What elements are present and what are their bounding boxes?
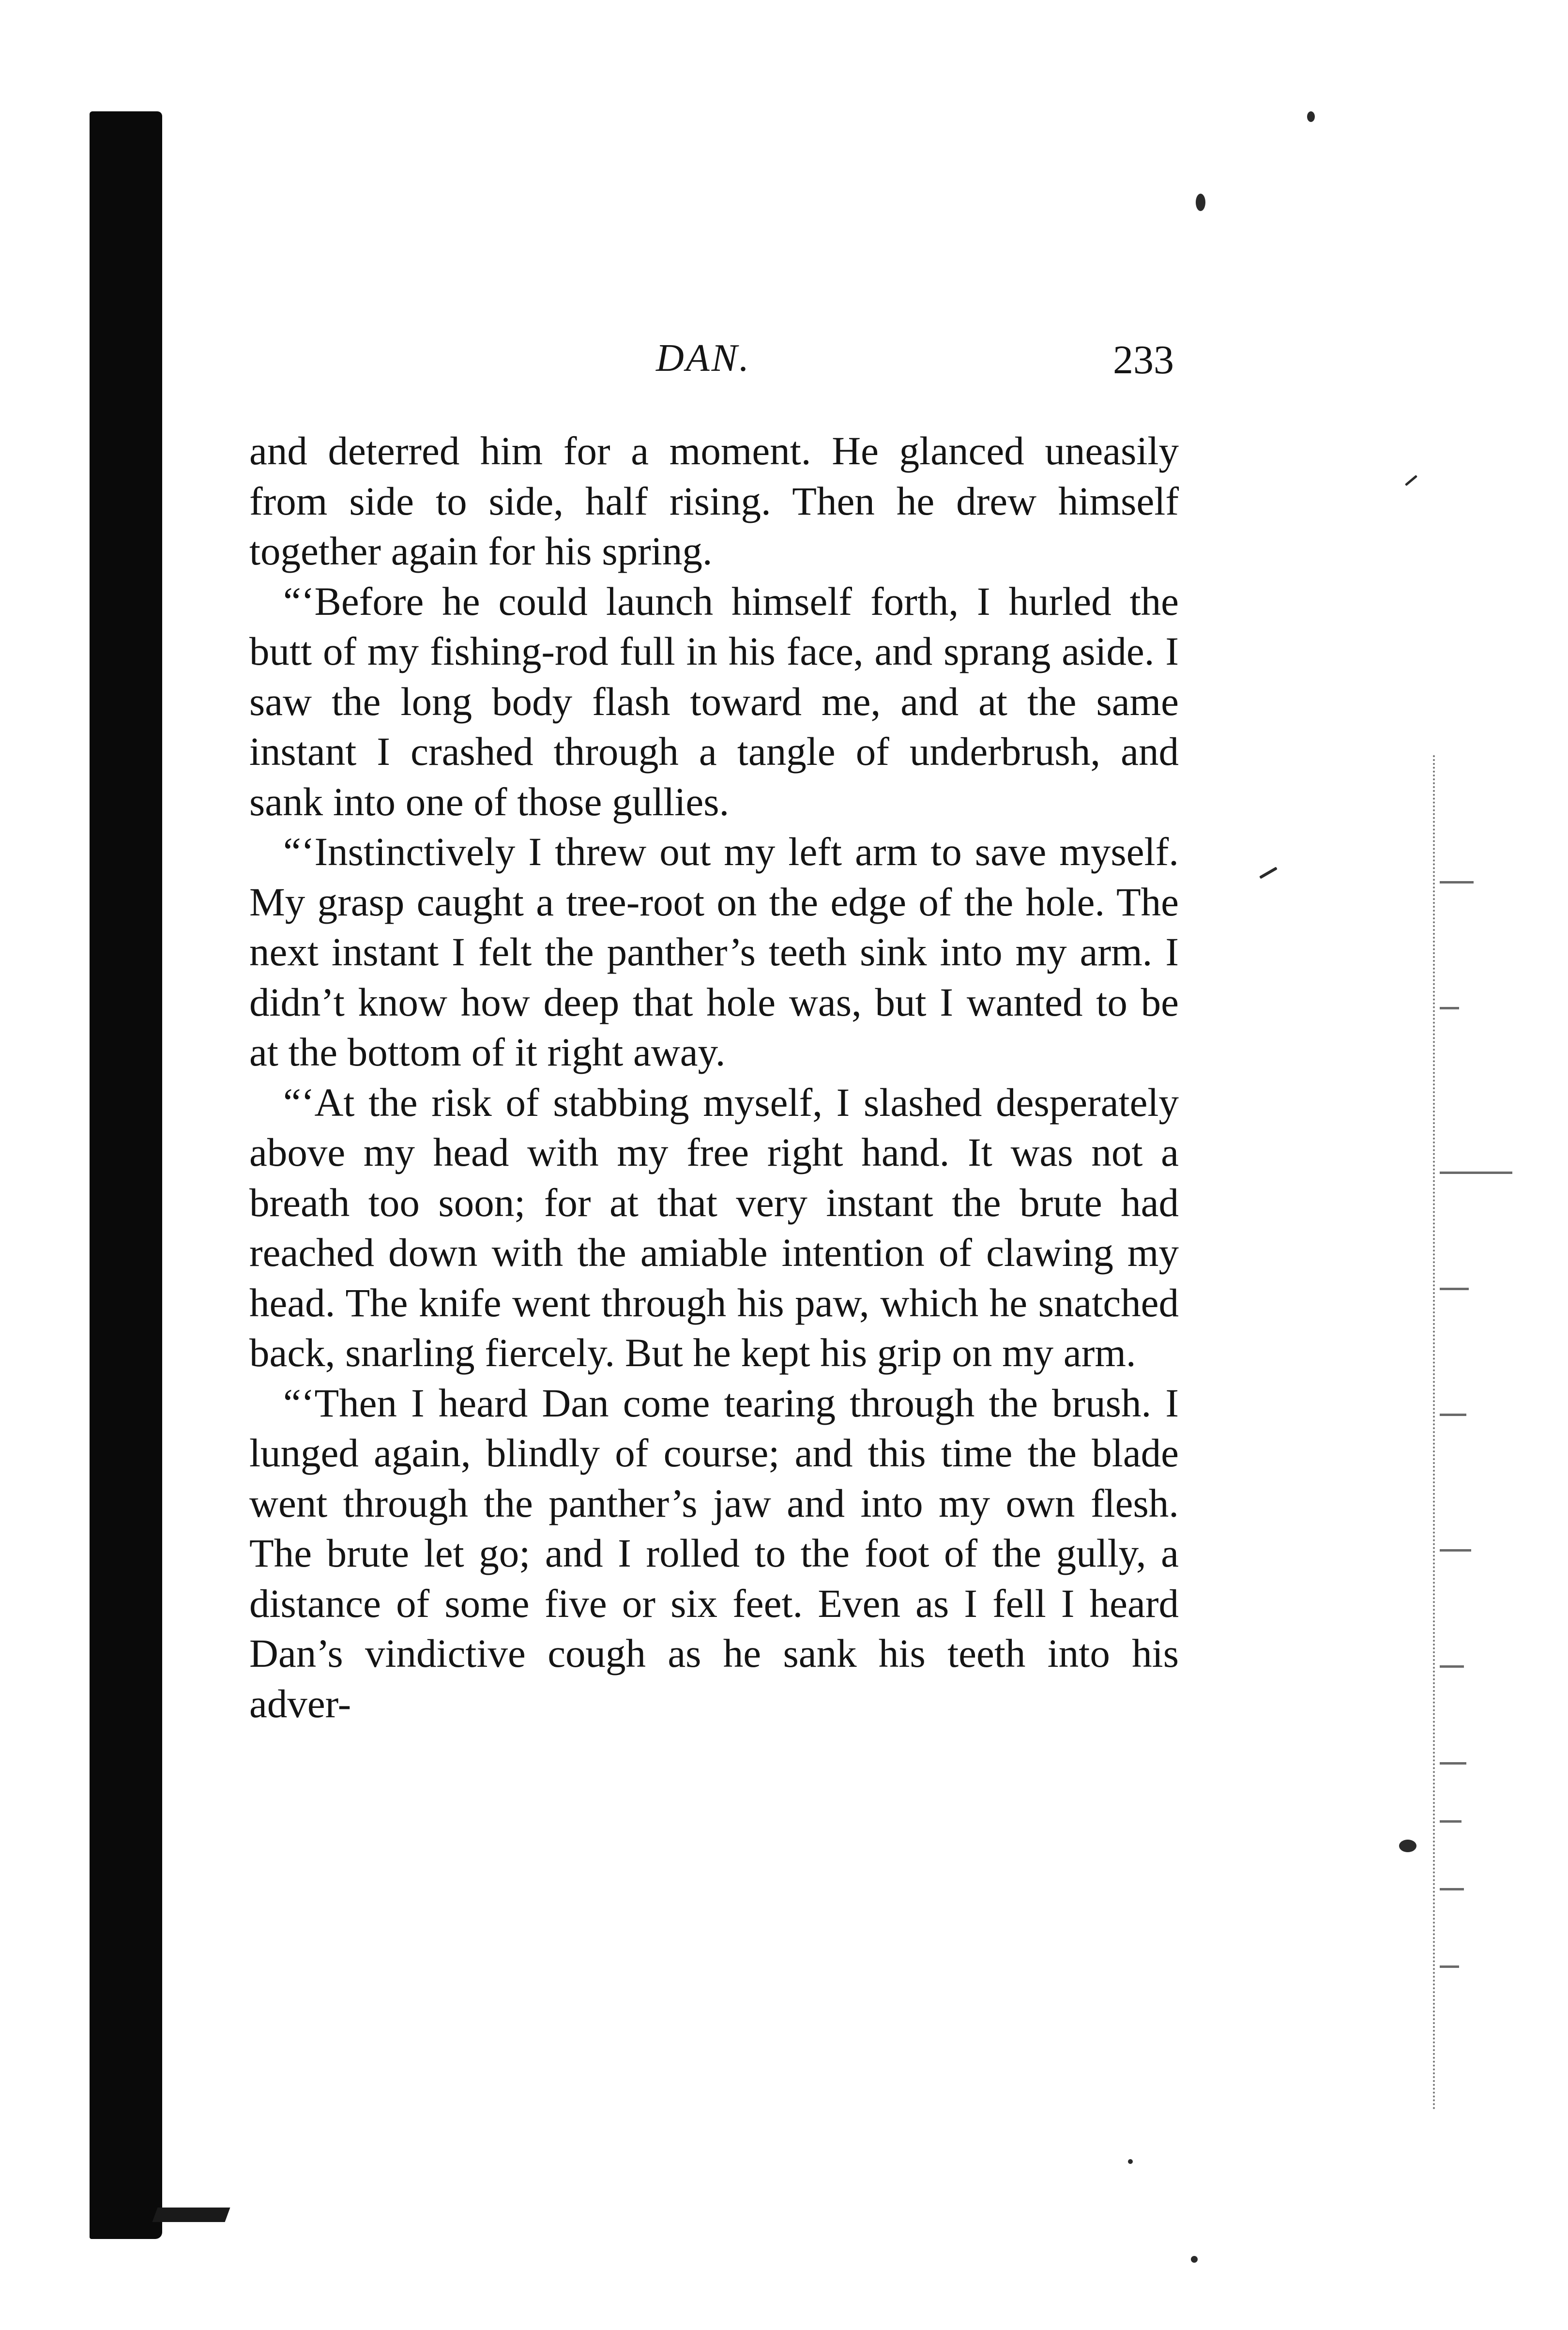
ink-speck xyxy=(1191,2256,1198,2263)
ink-speck xyxy=(1399,1840,1416,1852)
ink-speck xyxy=(1405,475,1417,486)
paragraph: and deterred him for a moment. He glanced uneasily from side to side, half rising. Then he drew himself together again for his spring. xyxy=(249,428,1179,573)
body-text xyxy=(249,426,1179,1729)
running-head: DAN. xyxy=(656,337,751,380)
paragraph: “‘Instinctively I threw out my left arm to save myself. My grasp caught a tree-root on the edge of the hole. The next instant I felt the panther’s teeth sink into my arm. I didn’t know how deep that hole was, but I wanted to be at the bottom of it right away. xyxy=(249,829,1179,1074)
page-edge-marks xyxy=(1433,755,1512,2111)
ink-speck xyxy=(1196,194,1205,211)
paragraph: “‘At the risk of stabbing myself, I slashed desperately above my head with my free right hand. It was not a breath too soon; for at that very instant the brute had reached down with the amiable intention of clawing my head. The knife went through his paw, which he snatched back, snarling fiercely. But he kept his grip on my arm. xyxy=(249,1080,1179,1375)
paragraph: “‘Before he could launch himself forth, I hurled the butt of my fishing-rod full in his face, and sprang aside. I saw the long body flash toward me, and at the same instant I crashed through a tangle of underbrush, and sank into one of those gullies. xyxy=(249,579,1179,824)
page-header xyxy=(249,336,1174,399)
binding-shadow-foot xyxy=(152,2208,230,2222)
page-number: 233 xyxy=(1113,337,1174,382)
paragraph: “‘Then I heard Dan come tearing through the brush. I lunged again, blindly of course; and this time the blade went through the panther’s jaw and into my own flesh. The brute let go; and I rolled to the foot of the gully, a distance of some five or six feet. Even as I fell I heard Dan’s vindictive cough as he sank his teeth into his adver- xyxy=(249,1380,1179,1726)
ink-speck xyxy=(1128,2159,1133,2164)
ink-speck xyxy=(1307,111,1315,122)
binding-shadow xyxy=(90,111,162,2239)
ink-speck xyxy=(1259,867,1278,879)
